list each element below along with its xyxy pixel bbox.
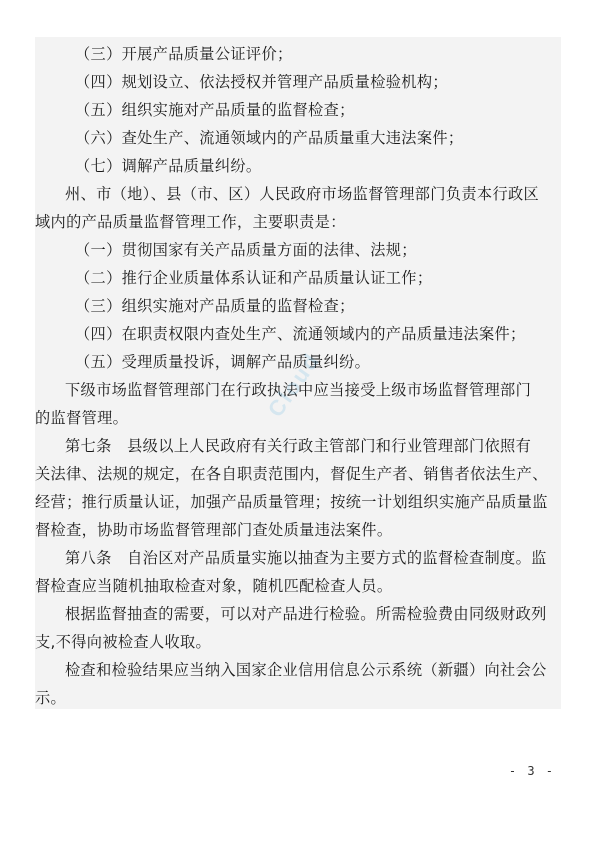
- list-item: （五）组织实施对产品质量的监督检查；: [75, 101, 355, 119]
- watermark-logo: Cloud: [262, 347, 325, 422]
- paragraph-line: 示。: [35, 689, 67, 707]
- article-line: 第七条 县级以上人民政府有关行政主管部门和行业管理部门依照有: [65, 437, 532, 455]
- list-item: （三）组织实施对产品质量的监督检查；: [75, 297, 355, 315]
- list-item: （二）推行企业质量体系认证和产品质量认证工作；: [75, 269, 433, 287]
- list-item: （五）受理质量投诉，调解产品质量纠纷。: [75, 353, 371, 371]
- page-number: - 3 -: [508, 764, 555, 778]
- list-item: （四）在职责权限内查处生产、流通领域内的产品质量违法案件；: [75, 325, 526, 343]
- paragraph-line: 支,不得向被检查人收取。: [35, 633, 212, 651]
- article-line: 督检查应当随机抽取检查对象，随机匹配检查人员。: [35, 577, 393, 595]
- paragraph-line: 根据监督抽查的需要，可以对产品进行检验。所需检验费由同级财政列: [65, 605, 547, 623]
- article-line: 关法律、法规的规定，在各自职责范围内，督促生产者、销售者依法生产、: [35, 465, 548, 483]
- list-item: （六）查处生产、流通领域内的产品质量重大违法案件；: [75, 129, 464, 147]
- paragraph-line: 的监督管理。: [35, 409, 129, 427]
- list-item: （七）调解产品质量纠纷。: [75, 157, 262, 175]
- paragraph-line: 域内的产品质量监督管理工作，主要职责是：: [35, 213, 346, 231]
- list-item: （一）贯彻国家有关产品质量方面的法律、法规；: [75, 241, 417, 259]
- article-line: 第八条 自治区对产品质量实施以抽查为主要方式的监督检查制度。监: [65, 549, 547, 567]
- paragraph-line: 州、市（地）、县（市、区）人民政府市场监督管理部门负责本行政区: [65, 185, 540, 203]
- list-item: （四）规划设立、依法授权并管理产品质量检验机构；: [75, 73, 448, 91]
- article-line: 经营；推行质量认证，加强产品质量管理；按统一计划组织实施产品质量监: [35, 493, 548, 511]
- list-item: （三）开展产品质量公证评价；: [75, 45, 293, 63]
- paragraph-line: 检查和检验结果应当纳入国家企业信用信息公示系统（新疆）向社会公: [65, 661, 547, 679]
- article-line: 督检查，协助市场监督管理部门查处质量违法案件。: [35, 521, 393, 539]
- paragraph-line: 下级市场监督管理部门在行政执法中应当接受上级市场监督管理部门: [65, 381, 532, 399]
